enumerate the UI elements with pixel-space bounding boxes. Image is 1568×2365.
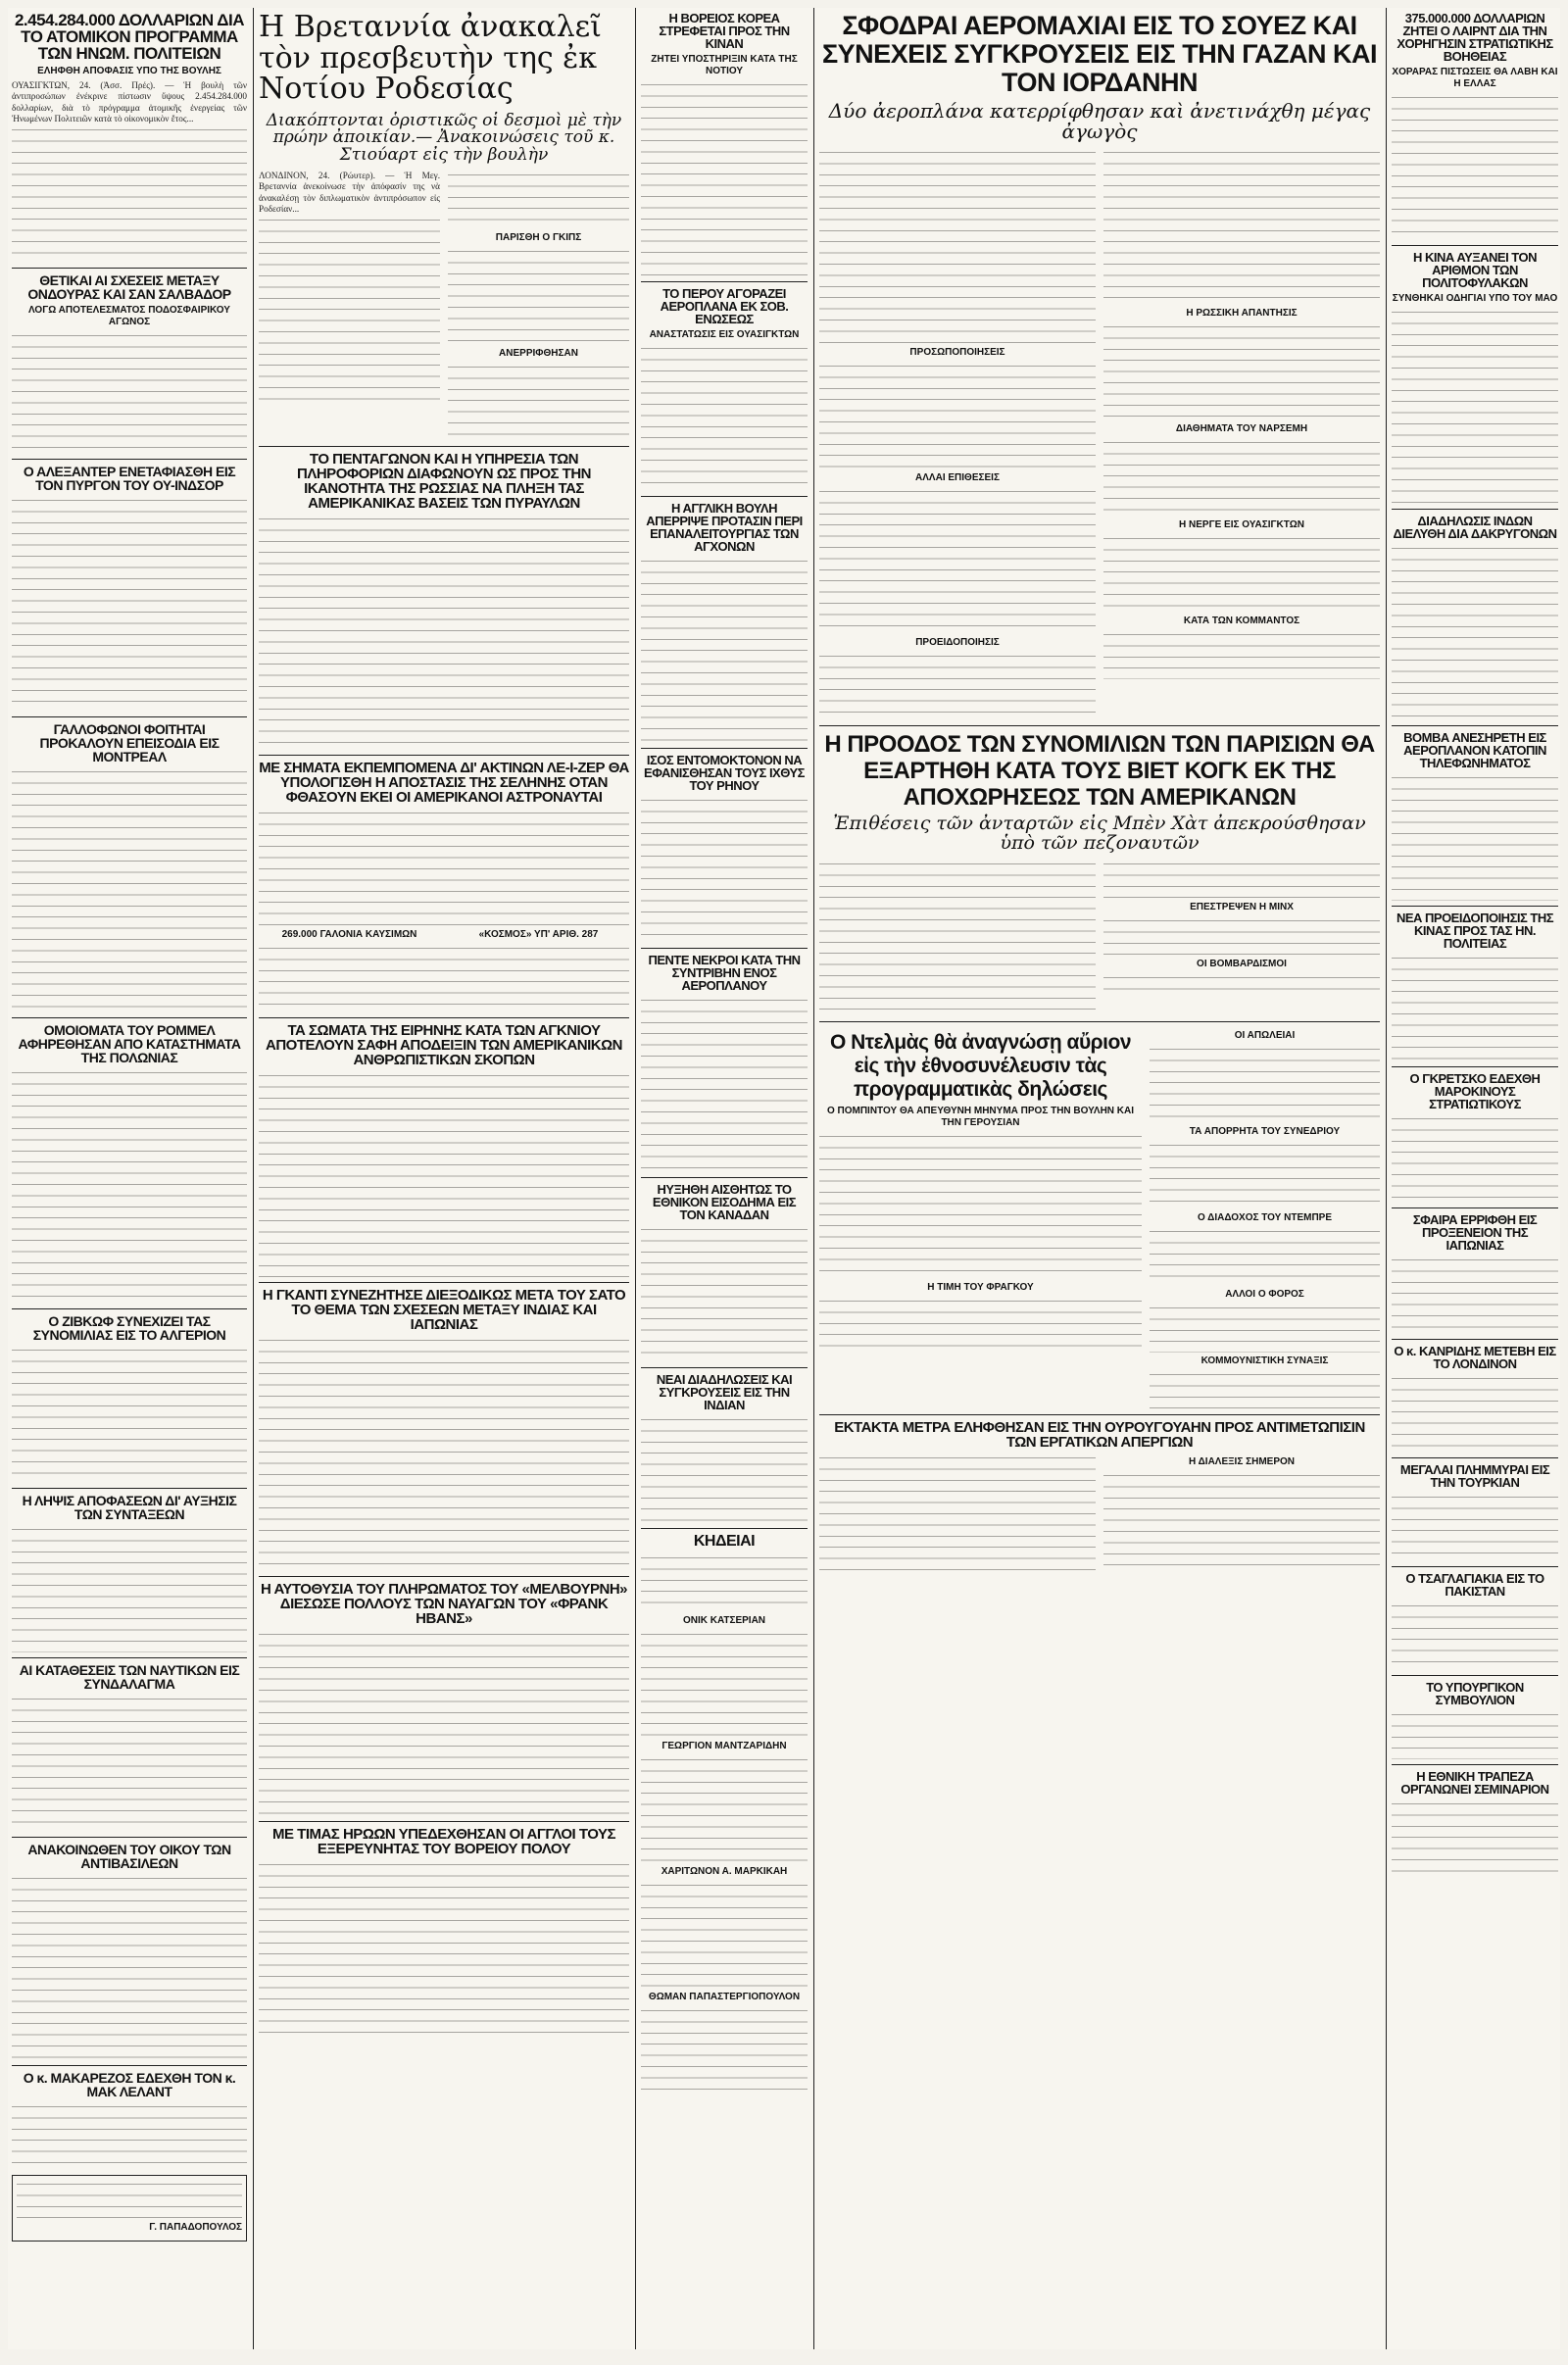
article-text: ΟΥΑΣΙΓΚΤΩΝ, 24. (Ἀσσ. Πρές). — Ἡ βουλὴ τῶν ἀντιπροσώπων ἐνέκρινε πίστωσιν ὕψους 2.454.284.000 δολλαρίων, διὰ τὸ πρόγραμμα ἀτομικῆς ἐνεργείας τῶν Ἡνωμένων Πολιτειῶν κατὰ τὸ οἰκονομικὸν ἔτος... <box>12 80 247 124</box>
subheadline: ΠΡΟΣΩΠΟΠΟΙΗΣΕΙΣ <box>909 347 1005 358</box>
signature: Γ. ΠΑΠΑΔΟΠΟΥΛΟΣ <box>149 2221 242 2233</box>
headline: ΜΕ ΤΙΜΑΣ ΗΡΩΩΝ ΥΠΕΔΕΧΘΗΣΑΝ ΟΙ ΑΓΓΛΟΙ ΤΟΥΣ ΕΞΕΡΕΥΝΗΤΑΣ ΤΟΥ ΒΟΡΕΙΟΥ ΠΟΛΟΥ <box>271 1826 615 1858</box>
subheadline: Η ΝΕΡΓΕ ΕΙΣ ΟΥΑΣΙΓΚΤΩΝ <box>1179 519 1304 530</box>
subheadline: ΧΟΡΑΡΑΣ ΠΙΣΤΩΣΕΙΣ ΘΑ ΛΑΒΗ ΚΑΙ Η ΕΛΛΑΣ <box>1392 67 1558 89</box>
subheadline: ΚΟΜΜΟΥΝΙΣΤΙΚΗ ΣΥΝΑΞΙΣ <box>1200 1355 1329 1366</box>
subheadline: Ο ΔΙΑΔΟΧΟΣ ΤΟΥ ΝΤΕΜΠΡΕ <box>1197 1211 1333 1223</box>
headline: Η ΓΚΑΝΤΙ ΣΥΝΕΖΗΤΗΣΕ ΔΙΕΞΟΔΙΚΩΣ ΜΕΤΑ ΤΟΥ ΣΑΤΟ ΤΟ ΘΕΜΑ ΤΩΝ ΣΧΕΣΕΩΝ ΜΕΤΑΞΥ ΙΝΔΙΑΣ ΚΑΙ ΙΑΠΩΝΙΑΣ <box>262 1287 626 1334</box>
newspaper-page <box>8 8 1560 2349</box>
subheadline: ΚΑΤΑ ΤΩΝ ΚΟΜΜΑΝΤΟΣ <box>1183 616 1300 626</box>
subheadline: Η ΔΙΑΛΕΞΙΣ ΣΗΜΕΡΟΝ <box>1188 1455 1296 1467</box>
subheadline: ΕΠΕΣΤΡΕΨΕΝ Η ΜΙΝΧ <box>1190 901 1294 912</box>
headline: Η ΚΙΝΑ ΑΥΞΑΝΕΙ ΤΟΝ ΑΡΙΘΜΟΝ ΤΩΝ ΠΟΛΙΤΟΦΥΛΑΚΩΝ <box>1412 250 1538 290</box>
subheadline: ΛΟΓΩ ΑΠΟΤΕΛΕΣΜΑΤΟΣ ΠΟΔΟΣΦΑΙΡΙΚΟΥ ΑΓΩΝΟΣ <box>28 304 230 327</box>
subheadline: ΠΑΡΙΣΘΗ Ο ΓΚΙΠΣ <box>495 232 582 244</box>
headline: Ο κ. ΚΑΝΡΙΔΗΣ ΜΕΤΕΒΗ ΕΙΣ ΤΟ ΛΟΝΔΙΝΟΝ <box>1394 1344 1556 1371</box>
article-text: ΛΟΝΔΙΝΟΝ, 24. (Ρώυτερ). — Ἡ Μεγ. Βρεταννία ἀνεκοίνωσε τὴν ἀπόφασίν της νὰ ἀνακαλέσῃ τὸν διπλωματικὸν ἀντιπρόσωπον εἰς Ροδεσίαν... <box>259 171 440 215</box>
headline: Ο ΑΛΕΞΑΝΤΕΡ ΕΝΕΤΑΦΙΑΣΘΗ ΕΙΣ ΤΟΝ ΠΥΡΓΟΝ ΤΟΥ ΟΥ-ΙΝΔΣΟΡ <box>23 463 236 493</box>
column-rule <box>813 8 814 2349</box>
headline: ΚΗΔΕΙΑΙ <box>693 1533 756 1550</box>
headline: ΑΝΑΚΟΙΝΩΘΕΝ ΤΟΥ ΟΙΚΟΥ ΤΩΝ ΑΝΤΙΒΑΣΙΛΕΩΝ <box>27 1841 231 1871</box>
headline: Η ΠΡΟΟΔΟΣ ΤΩΝ ΣΥΝΟΜΙΛΙΩΝ ΤΩΝ ΠΑΡΙΣΙΩΝ ΘΑ ΕΞΑΡΤΗΘΗ ΚΑΤΑ ΤΟΥΣ ΒΙΕΤ ΚΟΓΚ ΕΚ ΤΗΣ ΑΠΟΧΩΡΗΣΕΩΣ ΤΩΝ ΑΜΕΡΙΚΑΝΩΝ <box>824 731 1375 811</box>
subheadline: ΑΝΑΣΤΑΤΩΣΙΣ ΕΙΣ ΟΥΑΣΙΓΚΤΩΝ <box>649 329 800 340</box>
headline: 2.454.284.000 ΔΟΛΛΑΡΙΩΝ ΔΙΑ ΤΟ ΑΤΟΜΙΚΟΝ ΠΡΟΓΡΑΜΜΑ ΤΩΝ ΗΝΩΜ. ΠΟΛΙΤΕΙΩΝ <box>14 11 245 63</box>
headline: Η ΛΗΨΙΣ ΑΠΟΦΑΣΕΩΝ ΔΙ' ΑΥΞΗΣΙΣ ΤΩΝ ΣΥΝΤΑΞΕΩΝ <box>22 1492 237 1522</box>
subheadline: ΤΑ ΑΠΟΡΡΗΤΑ ΤΟΥ ΣΥΝΕΔΡΙΟΥ <box>1189 1125 1341 1137</box>
subheadline: Ο ΠΟΜΠΙΝΤΟΥ ΘΑ ΑΠΕΥΘΥΝΗ ΜΗΝΥΜΑ ΠΡΟΣ ΤΗΝ ΒΟΥΛΗΝ ΚΑΙ ΤΗΝ ΓΕΡΟΥΣΙΑΝ <box>826 1105 1135 1128</box>
headline: Η ΑΓΓΛΙΚΗ ΒΟΥΛΗ ΑΠΕΡΡΙΨΕ ΠΡΟΤΑΣΙΝ ΠΕΡΙ ΕΠΑΝΑΛΕΙΤΟΥΡΓΙΑΣ ΤΩΝ ΑΓΧΟΝΩΝ <box>646 501 803 554</box>
headline: ΕΚΤΑΚΤΑ ΜΕΤΡΑ ΕΛΗΦΘΗΣΑΝ ΕΙΣ ΤΗΝ ΟΥΡΟΥΓΟΥΑΗΝ ΠΡΟΣ ΑΝΤΙΜΕΤΩΠΙΣΙΝ ΤΩΝ ΕΡΓΑΤΙΚΩΝ ΑΠΕΡΓΙΩΝ <box>834 1418 1365 1451</box>
headline: 375.000.000 ΔΟΛΛΑΡΙΩΝ ΖΗΤΕΙ Ο ΛΑΙΡΝΤ ΔΙΑ ΤΗΝ ΧΟΡΗΓΗΣΙΝ ΣΤΡΑΤΙΩΤΙΚΗΣ ΒΟΗΘΕΙΑΣ <box>1396 11 1553 64</box>
column-rule <box>253 8 254 2349</box>
column-4 <box>819 8 1380 2349</box>
subheadline: ΠΡΟΕΙΔΟΠΟΙΗΣΙΣ <box>915 637 1000 648</box>
subheadline: «ΚΟΣΜΟΣ» ΥΠ' ΑΡΙΘ. 287 <box>478 929 599 941</box>
column-rule <box>635 8 636 2349</box>
subheadline: 269.000 ΓΑΛΟΝΙΑ ΚΑΥΣΙΜΩΝ <box>281 929 417 941</box>
column-rule <box>1386 8 1387 2349</box>
headline: ΓΑΛΛΟΦΩΝΟΙ ΦΟΙΤΗΤΑΙ ΠΡΟΚΑΛΟΥΝ ΕΠΕΙΣΟΔΙΑ ΕΙΣ ΜΟΝΤΡΕΑΛ <box>39 720 220 764</box>
headline: Ο ΤΣΑΓΛΑΓΙΑΚΙΑ ΕΙΣ ΤΟ ΠΑΚΙΣΤΑΝ <box>1405 1571 1544 1599</box>
funeral-name: ΟΝΙΚ ΚΑΤΣΕΡΙΑΝ <box>682 1615 766 1626</box>
funeral-name: ΧΑΡΙΤΩΝΟΝ Α. ΜΑΡΚΙΚΑΗ <box>661 1866 788 1877</box>
headline: ΜΕ ΣΗΜΑΤΑ ΕΚΠΕΜΠΟΜΕΝΑ ΔΙ' ΑΚΤΙΝΩΝ ΛΕ-Ι-ΖΕΡ ΘΑ ΥΠΟΛΟΓΙΣΘΗ Η ΑΠΟΣΤΑΣΙΣ ΤΗΣ ΣΕΛΗΝΗΣ ΟΤΑΝ ΦΘΑΣΟΥΝ ΕΚΕΙ ΟΙ ΑΜΕΡΙΚΑΝΟΙ ΑΣΤΡΟΝΑΥΤΑΙ <box>259 760 629 807</box>
subheadline: ΔΙΑΘΗΜΑΤΑ ΤΟΥ ΝΑΡΣΕΜΗ <box>1175 423 1308 434</box>
headline: ΙΣΟΣ ΕΝΤΟΜΟΚΤΟΝΟΝ ΝΑ ΕΦΑΝΙΣΘΗΣΑΝ ΤΟΥΣ ΙΧΘΥΣ ΤΟΥ ΡΗΝΟΥ <box>644 753 805 793</box>
headline: ΝΕΑ ΠΡΟΕΙΔΟΠΟΙΗΣΙΣ ΤΗΣ ΚΙΝΑΣ ΠΡΟΣ ΤΑΣ ΗΝ. ΠΟΛΙΤΕΙΑΣ <box>1396 911 1554 951</box>
funeral-name: ΘΩΜΑΝ ΠΑΠΑΣΤΕΡΓΙΟΠΟΥΛΟΝ <box>648 1992 801 2002</box>
subheadline: Η ΤΙΜΗ ΤΟΥ ΦΡΑΓΚΟΥ <box>927 1281 1034 1293</box>
headline: ΠΕΝΤΕ ΝΕΚΡΟΙ ΚΑΤΑ ΤΗΝ ΣΥΝΤΡΙΒΗΝ ΕΝΟΣ ΑΕΡΟΠΛΑΝΟΥ <box>648 953 801 993</box>
headline: Η ΑΥΤΟΘΥΣΙΑ ΤΟΥ ΠΛΗΡΩΜΑΤΟΣ ΤΟΥ «ΜΕΛΒΟΥΡΝΗ» ΔΙΕΣΩΣΕ ΠΟΛΛΟΥΣ ΤΩΝ ΝΑΥΑΓΩΝ ΤΟΥ «ΦΡΑΝΚ ΗΒΑΝΣ» <box>261 1581 627 1628</box>
subheadline: ΑΝΕΡΡΙΦΘΗΣΑΝ <box>499 348 578 360</box>
subheadline: ΑΛΛΑΙ ΕΠΙΘΕΣΕΙΣ <box>915 472 1000 483</box>
headline: Ο κ. ΜΑΚΑΡΕΖΟΣ ΕΔΕΧΘΗ ΤΟΝ κ. ΜΑΚ ΛΕΛΑΝΤ <box>23 2069 236 2099</box>
headline: ΤΟ ΥΠΟΥΡΓΙΚΟΝ ΣΥΜΒΟΥΛΙΟΝ <box>1426 1680 1524 1707</box>
headline: ΣΦΑΙΡΑ ΕΡΡΙΦΘΗ ΕΙΣ ΠΡΟΞΕΝΕΙΟΝ ΤΗΣ ΙΑΠΩΝΙΑΣ <box>1412 1212 1538 1253</box>
column-1 <box>12 8 247 2349</box>
headline: ΤΟ ΠΕΡΟΥ ΑΓΟΡΑΖΕΙ ΑΕΡΟΠΛΑΝΑ ΕΚ ΣΟΒ. ΕΝΩΣΕΩΣ <box>660 286 789 326</box>
headline: Η ΕΘΝΙΚΗ ΤΡΑΠΕΖΑ ΟΡΓΑΝΩΝΕΙ ΣΕΜΙΝΑΡΙΟΝ <box>1400 1769 1549 1797</box>
subheadline: ΕΛΗΦΘΗ ΑΠΟΦΑΣΙΣ ΥΠΟ ΤΗΣ ΒΟΥΛΗΣ <box>37 66 221 76</box>
column-2 <box>259 8 629 2349</box>
headline: ΜΕΓΑΛΑΙ ΠΛΗΜΜΥΡΑΙ ΕΙΣ ΤΗΝ ΤΟΥΡΚΙΑΝ <box>1399 1462 1550 1490</box>
headline: Ο ΓΚΡΕΤΣΚΟ ΕΔΕΧΘΗ ΜΑΡΟΚΙΝΟΥΣ ΣΤΡΑΤΙΩΤΙΚΟΥΣ <box>1409 1071 1541 1111</box>
headline: ΔΙΑΔΗΛΩΣΙΣ ΙΝΔΩΝ ΔΙΕΛΥΘΗ ΔΙΑ ΔΑΚΡΥΓΟΝΩΝ <box>1393 514 1557 541</box>
headline: ΝΕΑΙ ΔΙΑΔΗΛΩΣΕΙΣ ΚΑΙ ΣΥΓΚΡΟΥΣΕΙΣ ΕΙΣ ΤΗΝ ΙΝΔΙΑΝ <box>656 1372 793 1412</box>
headline: ΑΙ ΚΑΤΑΘΕΣΕΙΣ ΤΩΝ ΝΑΥΤΙΚΩΝ ΕΙΣ ΣΥΝΔΑΛΑΓΜΑ <box>19 1661 240 1692</box>
subheadline: ΣΥΝΘΗΚΑΙ ΟΔΗΓΙΑΙ ΥΠΟ ΤΟΥ ΜΑΟ <box>1392 293 1558 304</box>
subheadline: ΖΗΤΕΙ ΥΠΟΣΤΗΡΙΞΙΝ ΚΑΤΑ ΤΗΣ ΝΟΤΙΟΥ <box>651 54 798 76</box>
column-5 <box>1392 8 1558 2349</box>
headline: Η ΒΟΡΕΙΟΣ ΚΟΡΕΑ ΣΤΡΕΦΕΤΑΙ ΠΡΟΣ ΤΗΝ ΚΙΝΑΝ <box>659 11 790 51</box>
subheadline: Η ΡΩΣΣΙΚΗ ΑΠΑΝΤΗΣΙΣ <box>1186 308 1298 319</box>
headline: ΟΜΟΙΟΜΑΤΑ ΤΟΥ ΡΟΜΜΕΛ ΑΦΗΡΕΘΗΣΑΝ ΑΠΟ ΚΑΤΑΣΤΗΜΑΤΑ ΤΗΣ ΠΟΛΩΝΙΑΣ <box>18 1021 241 1065</box>
deck: Ἐπιθέσεις τῶν ἀνταρτῶν εἰς Μπὲν Χὰτ ἀπεκρούσθησαν ὑπὸ τῶν πεζοναυτῶν <box>833 813 1366 854</box>
headline: ΒΟΜΒΑ ΑΝΕΣΗΡΕΤΗ ΕΙΣ ΑΕΡΟΠΛΑΝΟΝ ΚΑΤΟΠΙΝ ΤΗΛΕΦΩΝΗΜΑΤΟΣ <box>1403 730 1546 770</box>
deck: Δύο ἀεροπλάνα κατερρίφθησαν καὶ ἀνετινάχθη μέγας ἀγωγὸς <box>828 99 1371 143</box>
subheadline: ΑΛΛΟΙ Ο ΦΟΡΟΣ <box>1225 1288 1304 1300</box>
headline: ΤΑ ΣΩΜΑΤΑ ΤΗΣ ΕΙΡΗΝΗΣ ΚΑΤΑ ΤΩΝ ΑΓΚΝΙΟΥ ΑΠΟΤΕΛΟΥΝ ΣΑΦΗ ΑΠΟΔΕΙΞΙΝ ΤΩΝ ΑΜΕΡΙΚΑΝΙΚΩΝ ΑΝΘΡΩΠΙΣΤΙΚΩΝ ΣΚΟΠΩΝ <box>266 1022 622 1069</box>
column-3 <box>641 8 808 2349</box>
headline: ΘΕΤΙΚΑΙ ΑΙ ΣΧΕΣΕΙΣ ΜΕΤΑΞΥ ΟΝΔΟΥΡΑΣ ΚΑΙ ΣΑΝ ΣΑΛΒΑΔΟΡ <box>27 271 231 302</box>
headline: Ο Ντελμὰς θὰ ἀναγνώσῃ αὔριον εἰς τὴν ἐθνοσυνέλευσιν τὰς προγραμματικὰς δηλώσεις <box>829 1030 1132 1101</box>
headline: ΗΥΞΗΘΗ ΑΙΣΘΗΤΩΣ ΤΟ ΕΘΝΙΚΟΝ ΕΙΣΟΔΗΜΑ ΕΙΣ ΤΟΝ ΚΑΝΑΔΑΝ <box>652 1182 797 1222</box>
headline: ΣΦΟΔΡΑΙ ΑΕΡΟΜΑΧΙΑΙ ΕΙΣ ΤΟ ΣΟΥΕΖ ΚΑΙ ΣΥΝΕΧΕΙΣ ΣΥΓΚΡΟΥΣΕΙΣ ΕΙΣ ΤΗΝ ΓΑΖΑΝ ΚΑΙ ΤΟΝ ΙΟΡΔΑΝΗΝ <box>821 11 1378 97</box>
headline: ΤΟ ΠΕΝΤΑΓΩΝΟΝ ΚΑΙ Η ΥΠΗΡΕΣΙΑ ΤΩΝ ΠΛΗΡΟΦΟΡΙΩΝ ΔΙΑΦΩΝΟΥΝ ΩΣ ΠΡΟΣ ΤΗΝ ΙΚΑΝΟΤΗΤΑ ΤΗΣ ΡΩΣΣΙΑΣ ΝΑ ΠΛΗΞΗ ΤΑΣ ΑΜΕΡΙΚΑΝΙΚΑΣ ΒΑΣΕΙΣ ΤΩΝ ΠΥΡΑΥΛΩΝ <box>297 451 591 513</box>
deck: Διακόπτονται ὁριστικῶς οἱ δεσμοὶ μὲ τὴν πρώην ἀποικίαν.— Ἀνακοινώσεις τοῦ κ. Στιούαρτ εἰς τὴν βουλὴν <box>266 110 622 166</box>
headline: Η Βρεταννία ἀνακαλεῖ τὸν πρεσβευτὴν της ἐκ Νοτίου Ροδεσίας <box>259 10 602 106</box>
subheadline: ΟΙ ΑΠΩΛΕΙΑΙ <box>1234 1029 1296 1041</box>
funeral-name: ΓΕΩΡΓΙΟΝ ΜΑΝΤΖΑΡΙΔΗΝ <box>662 1741 787 1751</box>
subheadline: ΟΙ ΒΟΜΒΑΡΔΙΣΜΟΙ <box>1197 958 1287 969</box>
headline: Ο ΖΙΒΚΩΦ ΣΥΝΕΧΙΖΕΙ ΤΑΣ ΣΥΝΟΜΙΛΙΑΣ ΕΙΣ ΤΟ ΑΛΓΕΡΙΟΝ <box>32 1312 226 1343</box>
